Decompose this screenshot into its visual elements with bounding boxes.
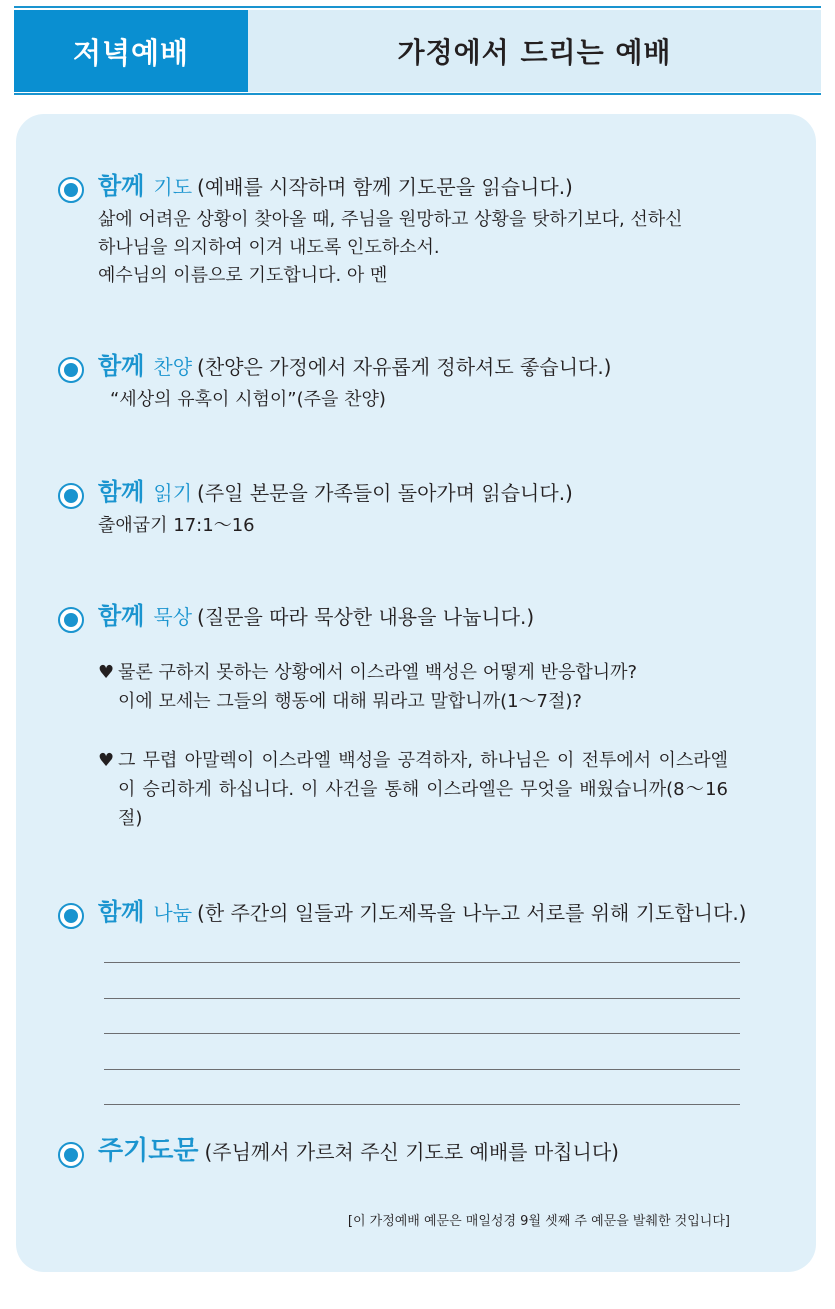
section-note: (찬양은 가정에서 자유롭게 정하셔도 좋습니다.) [197,355,612,379]
meditation-question [98,658,637,716]
section-main-label: 함께 [98,352,145,380]
target-bullet-icon [58,177,84,203]
section-sub-label: 찬양 [153,355,193,379]
section-note: (한 주간의 일들과 기도제목을 나누고 서로를 위해 기도합니다.) [197,901,747,925]
section-note: (주님께서 가르쳐 주신 기도로 예배를 마칩니다) [204,1140,619,1164]
target-bullet-icon [58,483,84,509]
section-main-label: 함께 [98,898,145,926]
question-line: 물론 구하지 못하는 상황에서 이스라엘 백성은 어떻게 반응합니까? [118,662,638,683]
target-bullet-icon [58,903,84,929]
section-note: (예배를 시작하며 함께 기도문을 읽습니다.) [197,175,573,199]
writing-line [104,1104,740,1105]
section-sub-label: 묵상 [153,605,193,629]
meditation-question [98,746,728,833]
heart-icon: ♥ [98,662,115,683]
section-main-label: 함께 [98,478,145,506]
hymn-line: “세상의 유혹이 시험이”(주을 찬양) [110,389,386,410]
section-sub-label: 기도 [153,175,193,199]
section-note: (질문을 따라 묵상한 내용을 나눕니다.) [197,605,535,629]
question-line: 이에 모세는 그들의 행동에 대해 뭐라고 말합니까(1～7절)? [118,691,582,712]
scripture-reference: 출애굽기 17:1～16 [98,515,255,536]
section-prayer-heading [58,166,573,201]
section-sub-label: 읽기 [153,481,193,505]
praise-text [110,386,386,414]
section-sub-label: 나눔 [153,901,193,925]
page-title: 가정에서 드리는 예배 [397,36,672,69]
section-reading-heading [58,472,573,507]
section-note: (주일 본문을 가족들이 돌아가며 읽습니다.) [197,481,573,505]
writing-line [104,998,740,999]
service-title: 저녁예배 [14,10,248,92]
prayer-line: 하나님을 의지하여 이겨 내도록 인도하소서. [98,237,440,258]
section-sharing-heading [58,892,746,927]
reading-text [98,512,255,540]
section-main-label: 주기도문 [98,1136,199,1166]
target-bullet-icon [58,357,84,383]
target-bullet-icon [58,1142,84,1168]
prayer-line: 삶에 어려운 상황이 찾아올 때, 주님을 원망하고 상황을 탓하기보다, 선하신 [98,209,683,230]
section-main-label: 함께 [98,602,145,630]
writing-line [104,1069,740,1070]
bottom-rule [14,93,821,95]
heart-icon: ♥ [98,750,115,771]
source-note: [이 가정예배 예문은 매일성경 9월 셋째 주 예문을 발췌한 것입니다] [347,1214,730,1229]
prayer-text [98,206,683,290]
section-praise-heading [58,346,612,381]
writing-line [104,962,740,963]
section-lords-prayer-heading [58,1130,619,1167]
header-banner [14,10,821,92]
target-bullet-icon [58,607,84,633]
section-main-label: 함께 [98,172,145,200]
question-text: 그 무렵 아말렉이 이스라엘 백성을 공격하자, 하나님은 이 전투에서 이스라엘이 승리하게 하십니다. 이 사건을 통해 이스라엘은 무엇을 배웠습니까(8～16절) [118,750,728,829]
writing-line [104,1033,740,1034]
prayer-line: 예수님의 이름으로 기도합니다. 아 멘 [98,265,388,286]
top-rule [14,6,821,8]
worship-panel [16,114,816,1272]
section-meditation-heading [58,596,534,631]
